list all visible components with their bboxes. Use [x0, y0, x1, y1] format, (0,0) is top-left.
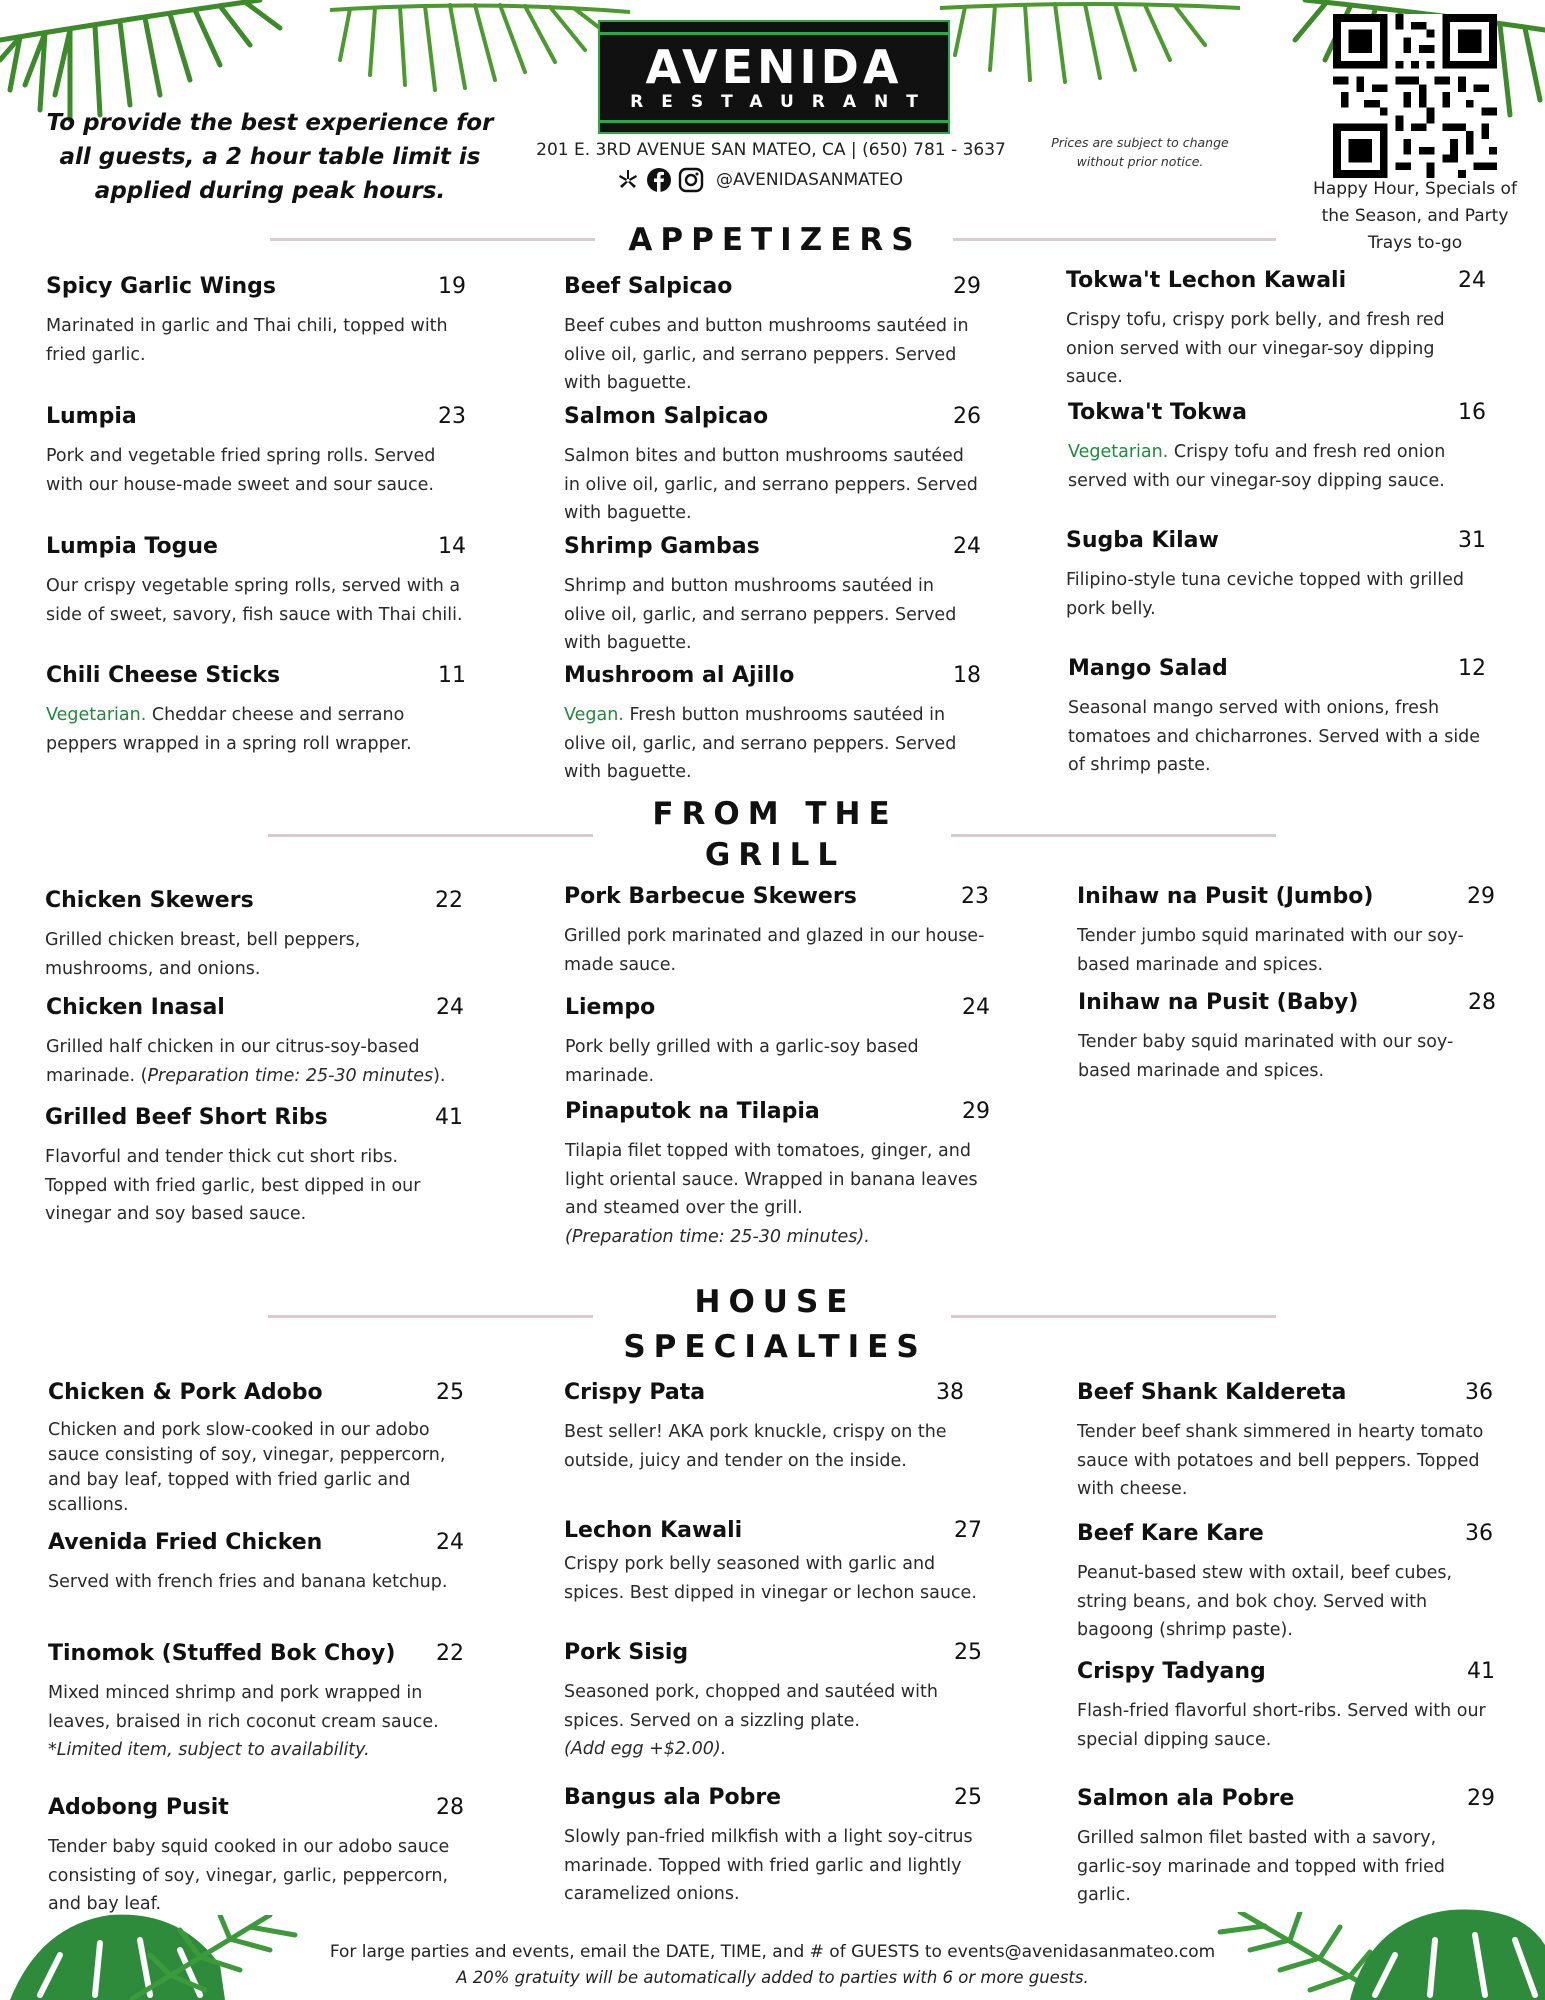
menu-item-name: Bangus ala Pobre [564, 1785, 782, 1810]
price-note: Prices are subject to change without prior notice. [1051, 135, 1229, 169]
menu-item-description: Seasonal mango served with onions, fresh tomatoes and chicharrones. Served with a side of shrimp paste. [1068, 698, 1481, 775]
menu-item-note: (Add egg +$2.00). [564, 1739, 727, 1759]
section-divider [268, 834, 593, 837]
menu-item-name: Mushroom al Ajillo [564, 663, 795, 688]
social-links [616, 166, 903, 194]
menu-item-name: Pork Barbecue Skewers [564, 884, 857, 909]
menu-item-name: Beef Kare Kare [1077, 1521, 1264, 1546]
menu-item-description: Peanut-based stew with oxtail, beef cubes, string beans, and bok choy. Served with bagoong (shrimp paste). [1077, 1563, 1453, 1640]
menu-item-name: Chicken Skewers [45, 888, 254, 913]
menu-item-name: Salmon ala Pobre [1077, 1786, 1295, 1811]
menu-item-name: Chili Cheese Sticks [46, 663, 281, 688]
menu-item-price: 41 [435, 1105, 463, 1130]
menu-item-description: Crispy tofu, crispy pork belly, and fresh red onion served with our vinegar-soy dipping sauce. [1066, 310, 1445, 387]
menu-item-name: Crispy Tadyang [1077, 1659, 1266, 1684]
dietary-tag: Vegetarian. [1068, 442, 1169, 462]
section-title-house [580, 1280, 970, 1370]
menu-item-name: Pinaputok na Tilapia [565, 1099, 820, 1124]
menu-item-price: 14 [438, 534, 466, 559]
menu-item-name: Adobong Pusit [48, 1795, 229, 1820]
yelp-icon[interactable] [616, 168, 640, 192]
qr-code-icon[interactable] [1333, 14, 1497, 178]
menu-item-description: Tender baby squid marinated with our soy-based marinade and spices. [1078, 1032, 1454, 1081]
menu-item-description: Chicken and pork slow-cooked in our adobo sauce consisting of soy, vinegar, peppercorn, and bay leaf, topped with fried garlic and scallions. [48, 1420, 446, 1515]
menu-item-price: 29 [953, 274, 981, 299]
monstera-leaf-icon [1340, 1905, 1545, 2000]
menu-item-description: Our crispy vegetable spring rolls, served with a side of sweet, savory, fish sauce with Thai chili. [46, 576, 463, 625]
menu-item-description: Grilled pork marinated and glazed in our house-made sauce. [564, 926, 985, 975]
menu-item-name: Avenida Fried Chicken [48, 1530, 323, 1555]
menu-item-price: 25 [954, 1640, 982, 1665]
menu-item-description: Tender jumbo squid marinated with our soy-based marinade and spices. [1077, 926, 1464, 975]
menu-item-description: Pork belly grilled with a garlic-soy based marinade. [565, 1037, 919, 1086]
instagram-icon[interactable] [678, 167, 704, 193]
menu-item-price: 22 [435, 888, 463, 913]
menu-item-price: 36 [1465, 1380, 1493, 1405]
menu-item-price: 24 [436, 995, 464, 1020]
menu-item-description: Tilapia filet topped with tomatoes, ginger, and light oriental sauce. Wrapped in banana leaves and steamed over the grill. (Preparation time: 25-30 minutes). [565, 1137, 990, 1251]
menu-item-note: *Limited item, subject to availability. [48, 1740, 370, 1760]
menu-item-description: Vegetarian. Cheddar cheese and serrano peppers wrapped in a spring roll wrapper. [46, 705, 412, 754]
menu-item-description: Crispy pork belly seasoned with garlic and spices. Best dipped in vinegar or lechon sauce. [564, 1554, 977, 1603]
menu-item-price: 25 [436, 1380, 464, 1405]
menu-item-description: Grilled chicken breast, bell peppers, mushrooms, and onions. [45, 930, 361, 979]
menu-item-name: Inihaw na Pusit (Baby) [1078, 990, 1359, 1015]
menu-item-name: Inihaw na Pusit (Jumbo) [1077, 884, 1374, 909]
menu-item-name: Pork Sisig [564, 1640, 689, 1665]
menu-item-description: Beef cubes and button mushrooms sautéed in olive oil, garlic, and serrano peppers. Served with baguette. [564, 316, 969, 393]
logo-subtitle: RESTAURANT [630, 92, 936, 112]
menu-item-description: Shrimp and button mushrooms sautéed in olive oil, garlic, and serrano peppers. Served with baguette. [564, 576, 957, 653]
menu-item-price: 24 [953, 534, 981, 559]
menu-item-description: Best seller! AKA pork knuckle, crispy on the outside, juicy and tender on the inside. [564, 1422, 947, 1471]
section-title-line: HOUSE [694, 1284, 856, 1320]
section-title-line: SPECIALTIES [623, 1329, 927, 1365]
menu-item-description: Vegan. Fresh button mushrooms sautéed in olive oil, garlic, and serrano peppers. Served with baguette. [564, 705, 957, 782]
menu-item-name: Mango Salad [1068, 656, 1228, 681]
menu-item-description: Slowly pan-fried milkfish with a light soy-citrus marinade. Topped with fried garlic and lightly caramelized onions. [564, 1827, 973, 1904]
menu-item-name: Lechon Kawali [564, 1518, 743, 1543]
menu-item-description: Served with french fries and banana ketchup. [48, 1572, 448, 1592]
menu-item-description: Tender beef shank simmered in hearty tomato sauce with potatoes and bell peppers. Topped with cheese. [1077, 1422, 1484, 1499]
menu-item-name: Tokwa't Lechon Kawali [1066, 268, 1347, 293]
menu-item-name: Grilled Beef Short Ribs [45, 1105, 328, 1130]
restaurant-address: 201 E. 3RD AVENUE SAN MATEO, CA | (650) 781 - 3637 [536, 140, 1006, 160]
menu-item-price: 11 [438, 663, 466, 688]
qr-caption: Happy Hour, Specials of the Season, and Party Trays to-go [1313, 179, 1517, 253]
menu-item-description: Flavorful and tender thick cut short ribs. Topped with fried garlic, best dipped in our vinegar and soy based sauce. [45, 1147, 421, 1224]
menu-item-description: Mixed minced shrimp and pork wrapped in leaves, braised in rich coconut cream sauce. *Limited item, subject to availability. [48, 1679, 464, 1765]
menu-item-description: Grilled half chicken in our citrus-soy-based marinade. (Preparation time: 25-30 minutes). [46, 1037, 446, 1086]
table-limit-note: To provide the best experience for all guests, a 2 hour table limit is applied during peak hours. [46, 110, 494, 204]
menu-item-name: Sugba Kilaw [1066, 528, 1219, 553]
menu-item-price: 28 [436, 1795, 464, 1820]
menu-item-description: Tender baby squid cooked in our adobo sauce consisting of soy, vinegar, garlic, peppercorn, and bay leaf. [48, 1837, 450, 1914]
menu-item-description: Vegetarian. Crispy tofu and fresh red onion served with our vinegar-soy dipping sauce. [1068, 442, 1446, 491]
menu-item-price: 28 [1468, 990, 1496, 1015]
menu-item-name: Beef Shank Kaldereta [1077, 1380, 1347, 1405]
menu-item-description: Seasoned pork, chopped and sautéed with spices. Served on a sizzling plate. (Add egg +$2.00). [564, 1678, 982, 1764]
menu-item-name: Lumpia [46, 404, 137, 429]
section-title-line: GRILL [704, 837, 846, 873]
menu-item-description: Flash-fried flavorful short-ribs. Served with our special dipping sauce. [1077, 1701, 1486, 1750]
section-divider [951, 1315, 1276, 1318]
section-divider [953, 238, 1276, 241]
dietary-tag: Vegan. [564, 705, 624, 725]
menu-item-price: 24 [436, 1530, 464, 1555]
menu-item-price: 23 [438, 404, 466, 429]
menu-item-price: 25 [954, 1785, 982, 1810]
menu-item-price: 22 [436, 1641, 464, 1666]
menu-item-name: Chicken Inasal [46, 995, 225, 1020]
menu-item-price: 31 [1458, 528, 1486, 553]
menu-item-name: Tinomok (Stuffed Bok Choy) [48, 1641, 396, 1666]
menu-item-name: Liempo [565, 995, 656, 1020]
menu-item-description: Salmon bites and button mushrooms sautéed in olive oil, garlic, and serrano peppers. Served with baguette. [564, 446, 978, 523]
menu-item-price: 26 [953, 404, 981, 429]
palm-leaf-icon [940, 0, 1240, 100]
menu-item-price: 23 [961, 884, 989, 909]
menu-item-name: Crispy Pata [564, 1380, 706, 1405]
dietary-tag: Vegetarian. [46, 705, 147, 725]
facebook-icon[interactable] [646, 167, 672, 193]
logo-title: AVENIDA [645, 40, 903, 94]
events-note: For large parties and events, email the DATE, TIME, and # of GUESTS to events@avenidasanmateo.com [329, 1942, 1216, 1962]
restaurant-logo [598, 20, 950, 134]
section-title-appetizers: APPETIZERS [628, 222, 922, 258]
menu-item-price: 27 [954, 1518, 982, 1543]
menu-item-price: 29 [962, 1099, 990, 1124]
menu-item-price: 29 [1467, 884, 1495, 909]
palm-leaf-icon [330, 0, 630, 110]
menu-item-name: Chicken & Pork Adobo [48, 1380, 323, 1405]
menu-item-price: 12 [1458, 656, 1486, 681]
menu-item-name: Lumpia Togue [46, 534, 218, 559]
menu-item-name: Salmon Salpicao [564, 404, 769, 429]
menu-item-description: Grilled salmon filet basted with a savory, garlic-soy marinade and topped with fried garlic. [1077, 1828, 1446, 1905]
menu-item-description: Marinated in garlic and Thai chili, topped with fried garlic. [46, 316, 448, 365]
menu-item-price: 19 [438, 274, 466, 299]
menu-item-name: Shrimp Gambas [564, 534, 760, 559]
menu-item-name: Spicy Garlic Wings [46, 274, 277, 299]
section-title-line: FROM THE [652, 796, 898, 832]
menu-item-name: Tokwa't Tokwa [1068, 400, 1247, 425]
menu-item-price: 29 [1467, 1786, 1495, 1811]
menu-item-price: 36 [1465, 1521, 1493, 1546]
gratuity-note: A 20% gratuity will be automatically added to parties with 6 or more guests. [456, 1968, 1089, 1987]
menu-item-price: 24 [962, 995, 990, 1020]
menu-item-price: 24 [1458, 268, 1486, 293]
menu-item-description: Pork and vegetable fried spring rolls. Served with our house-made sweet and sour sauce. [46, 446, 436, 495]
section-divider [268, 1315, 593, 1318]
menu-item-price: 18 [953, 663, 981, 688]
section-title-grill [580, 794, 970, 876]
menu-item-name: Beef Salpicao [564, 274, 733, 299]
menu-item-price: 41 [1467, 1659, 1495, 1684]
menu-item-description: Filipino-style tuna ceviche topped with grilled pork belly. [1066, 570, 1464, 619]
section-divider [270, 238, 595, 241]
social-handle[interactable]: @AVENIDASANMATEO [716, 170, 903, 190]
menu-item-price: 16 [1458, 400, 1486, 425]
section-divider [951, 834, 1276, 837]
menu-item-note: (Preparation time: 25-30 minutes). [565, 1226, 870, 1247]
menu-item-price: 38 [936, 1380, 964, 1405]
